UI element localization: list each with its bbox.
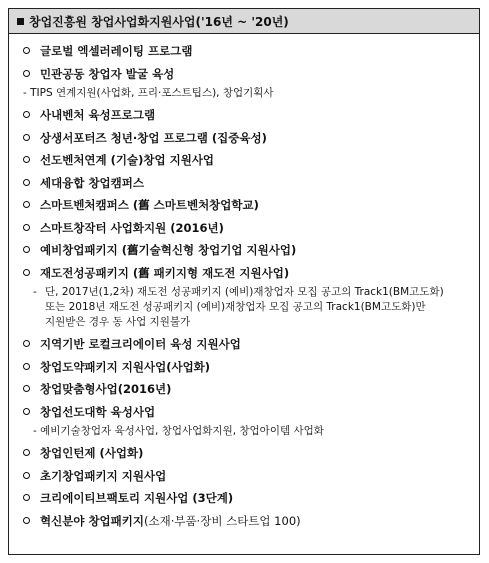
list-item: 크리에이티브팩토리 지원사업 (3단계) <box>23 491 469 506</box>
list-item: 선도벤처연계 (기술)창업 지원사업 <box>23 153 469 168</box>
document-box <box>8 8 480 555</box>
list-item: 창업맞춤형사업(2016년) <box>23 382 469 397</box>
list-item: 혁신분야 창업패키지(소재·부품·장비 스타트업 100) <box>23 514 469 529</box>
circle-bullet-icon <box>23 134 30 141</box>
circle-bullet-icon <box>23 70 30 77</box>
circle-bullet-icon <box>23 269 30 276</box>
list-item: 사내벤처 육성프로그램 <box>23 108 469 123</box>
circle-bullet-icon <box>23 224 30 231</box>
circle-bullet-icon <box>23 517 30 524</box>
list-item: 창업도약패키지 지원사업(사업화) <box>23 360 469 375</box>
list-item: 창업선도대학 육성사업 <box>23 405 469 420</box>
sub-item: - TIPS 연계지원(사업화, 프리·포스트팁스), 창업기획사 <box>23 87 274 99</box>
sub-item: - 예비기술창업자 육성사업, 창업사업화지원, 창업아이템 사업화 <box>33 425 324 437</box>
circle-bullet-icon <box>23 201 30 208</box>
program-list <box>9 34 479 529</box>
section-header <box>9 9 479 34</box>
circle-bullet-icon <box>23 363 30 370</box>
list-item: 스마트창작터 사업화지원 (2016년) <box>23 221 469 236</box>
circle-bullet-icon <box>23 47 30 54</box>
circle-bullet-icon <box>23 111 30 118</box>
circle-bullet-icon <box>23 340 30 347</box>
section-title: 창업진흥원 창업사업화지원사업('16년 ~ '20년) <box>29 14 289 29</box>
list-item: 스마트벤처캠퍼스 (舊 스마트벤처창업학교) <box>23 198 469 213</box>
circle-bullet-icon <box>23 156 30 163</box>
circle-bullet-icon <box>23 246 30 253</box>
list-item: 세대융합 창업캠퍼스 <box>23 176 469 191</box>
list-item: 예비창업패키지 (舊기술혁신형 창업기업 지원사업) <box>23 243 469 258</box>
square-bullet-icon <box>17 18 24 25</box>
list-item: 창업인턴제 (사업화) <box>23 446 469 461</box>
sub-item: - 단, 2017년(1,2차) 재도전 성공패키지 (예비)재창업자 모집 공고의 Track1(BM고도화) 또는 2018년 재도전 성공패키지 (예비)재창업자 모집 공고의 Track1(BM고도화)만 지원받은 경우 동 사업 지원불가 <box>33 286 444 328</box>
circle-bullet-icon <box>23 179 30 186</box>
list-item: 글로벌 엑셀러레이팅 프로그램 <box>23 44 469 59</box>
circle-bullet-icon <box>23 408 30 415</box>
circle-bullet-icon <box>23 385 30 392</box>
list-item: 재도전성공패키지 (舊 패키지형 재도전 지원사업) <box>23 266 469 281</box>
circle-bullet-icon <box>23 494 30 501</box>
circle-bullet-icon <box>23 449 30 456</box>
list-item: 지역기반 로컬크리에이터 육성 지원사업 <box>23 337 469 352</box>
circle-bullet-icon <box>23 472 30 479</box>
list-item: 민관공동 창업자 발굴 육성 <box>23 67 469 82</box>
list-item: 상생서포터즈 청년·창업 프로그램 (집중육성) <box>23 131 469 146</box>
list-item: 초기창업패키지 지원사업 <box>23 469 469 484</box>
